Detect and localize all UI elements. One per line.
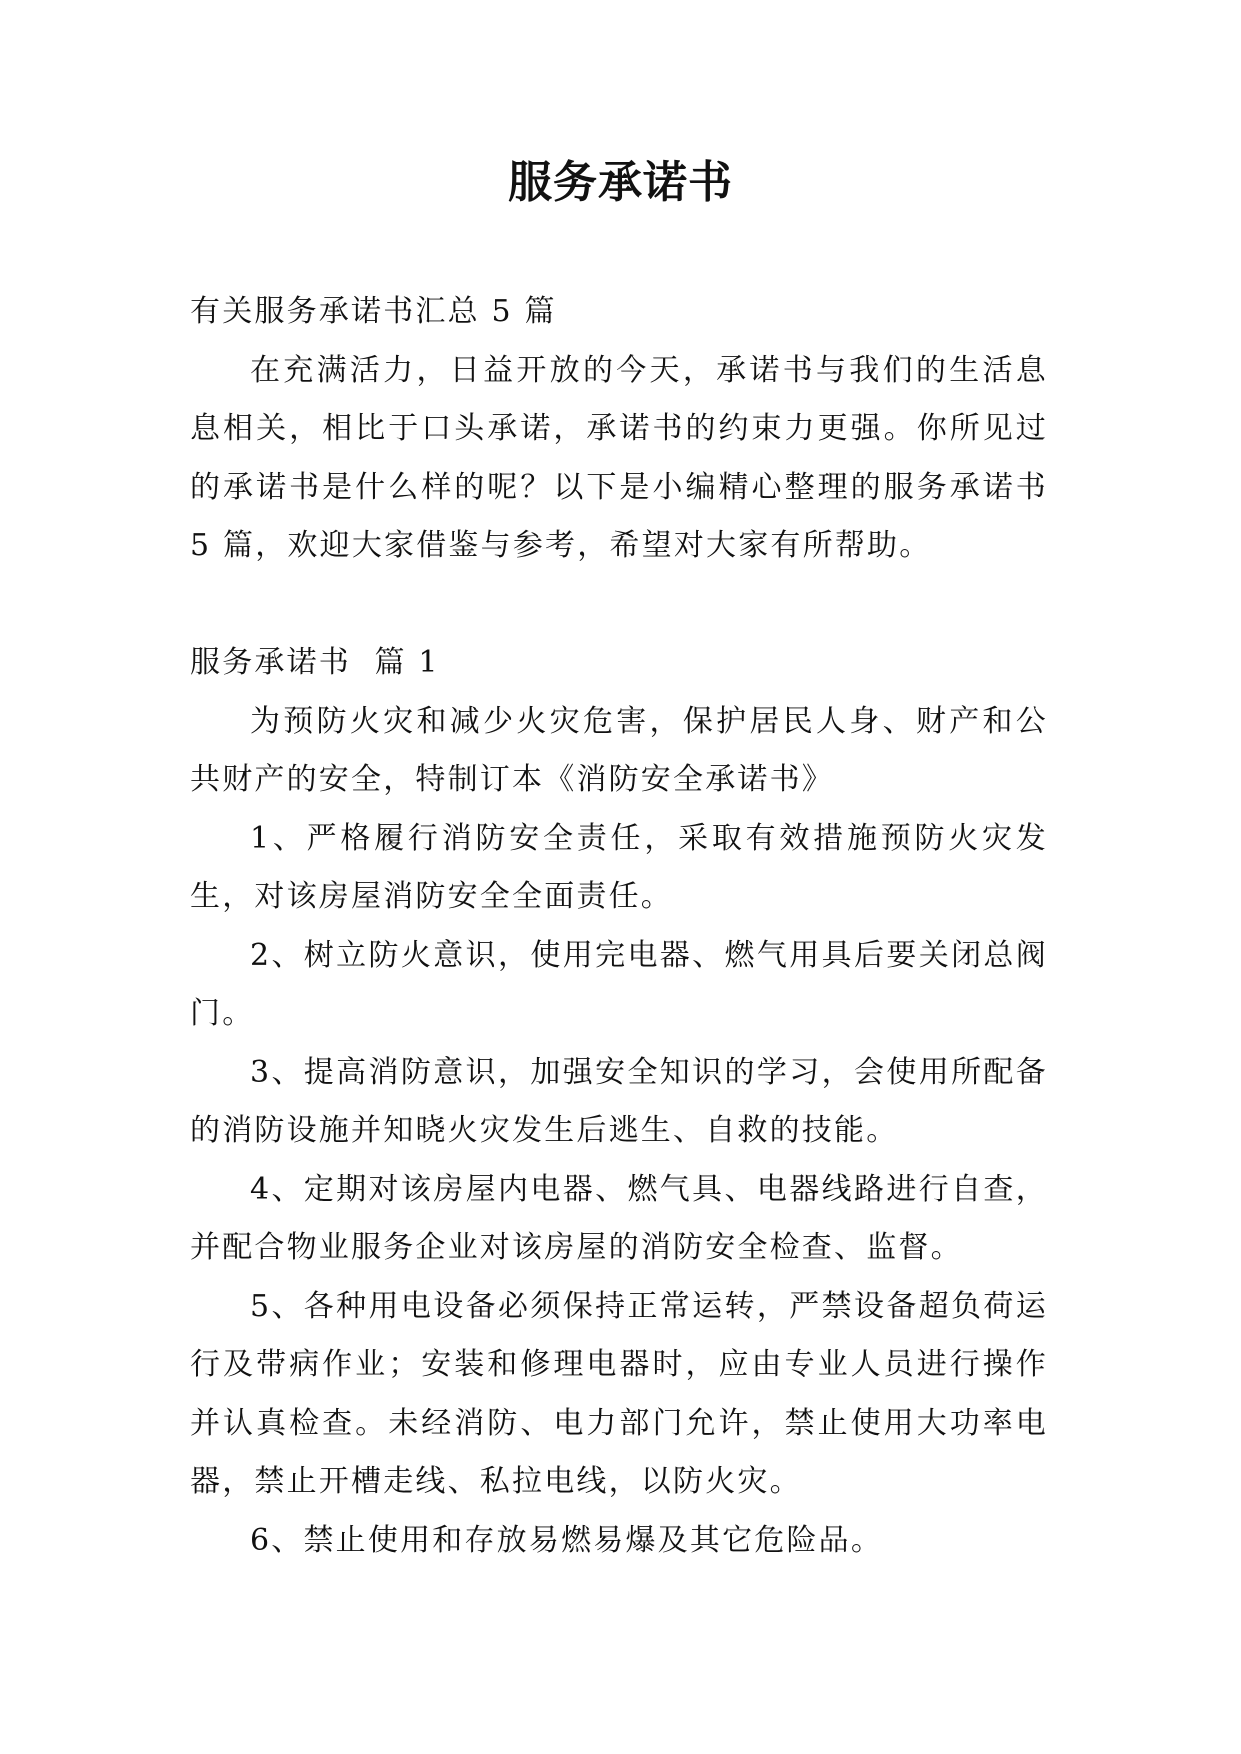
section-spacer [190,576,1048,635]
intro-heading: 有关服务承诺书汇总 5 篇 [190,294,557,329]
list-item: 4、定期对该房屋内电器、燃气具、电器线路进行自查，并配合物业服务企业对该房屋的消防安全检查、监督。 [190,1171,1048,1265]
list-item: 2、树立防火意识，使用完电器、燃气用具后要关闭总阀门。 [190,937,1048,1031]
list-item: 1、严格履行消防安全责任，采取有效措施预防火灾发生，对该房屋消防安全全面责任。 [190,820,1048,914]
list-item: 5、各种用电设备必须保持正常运转，严禁设备超负荷运行及带病作业；安装和修理电器时，应由专业人员进行操作并认真检查。未经消防、电力部门允许，禁止使用大功率电器，禁止开槽走线、私拉电线，以防火灾。 [190,1288,1048,1499]
body-paragraph: 为预防火灾和减少火灾危害，保护居民人身、财产和公共财产的安全，特制订本《消防安全承诺书》 [190,703,1048,797]
section-heading: 服务承诺书 篇 1 [190,645,440,680]
list-item: 3、提高消防意识，加强安全知识的学习，会使用所配备的消防设施并知晓火灾发生后逃生、自救的技能。 [190,1054,1048,1148]
list-item: 6、禁止使用和存放易燃易爆及其它危险品。 [250,1522,884,1558]
document-title: 服务承诺书 [508,157,733,208]
intro-paragraph: 在充满活力，日益开放的今天，承诺书与我们的生活息息相关，相比于口头承诺，承诺书的约束力更强。你所见过的承诺书是什么样的呢？以下是小编精心整理的服务承诺书 5 篇，欢迎大家借鉴与参考，希望对大家有所帮助。 [190,352,1048,563]
document-body [190,283,1048,1570]
